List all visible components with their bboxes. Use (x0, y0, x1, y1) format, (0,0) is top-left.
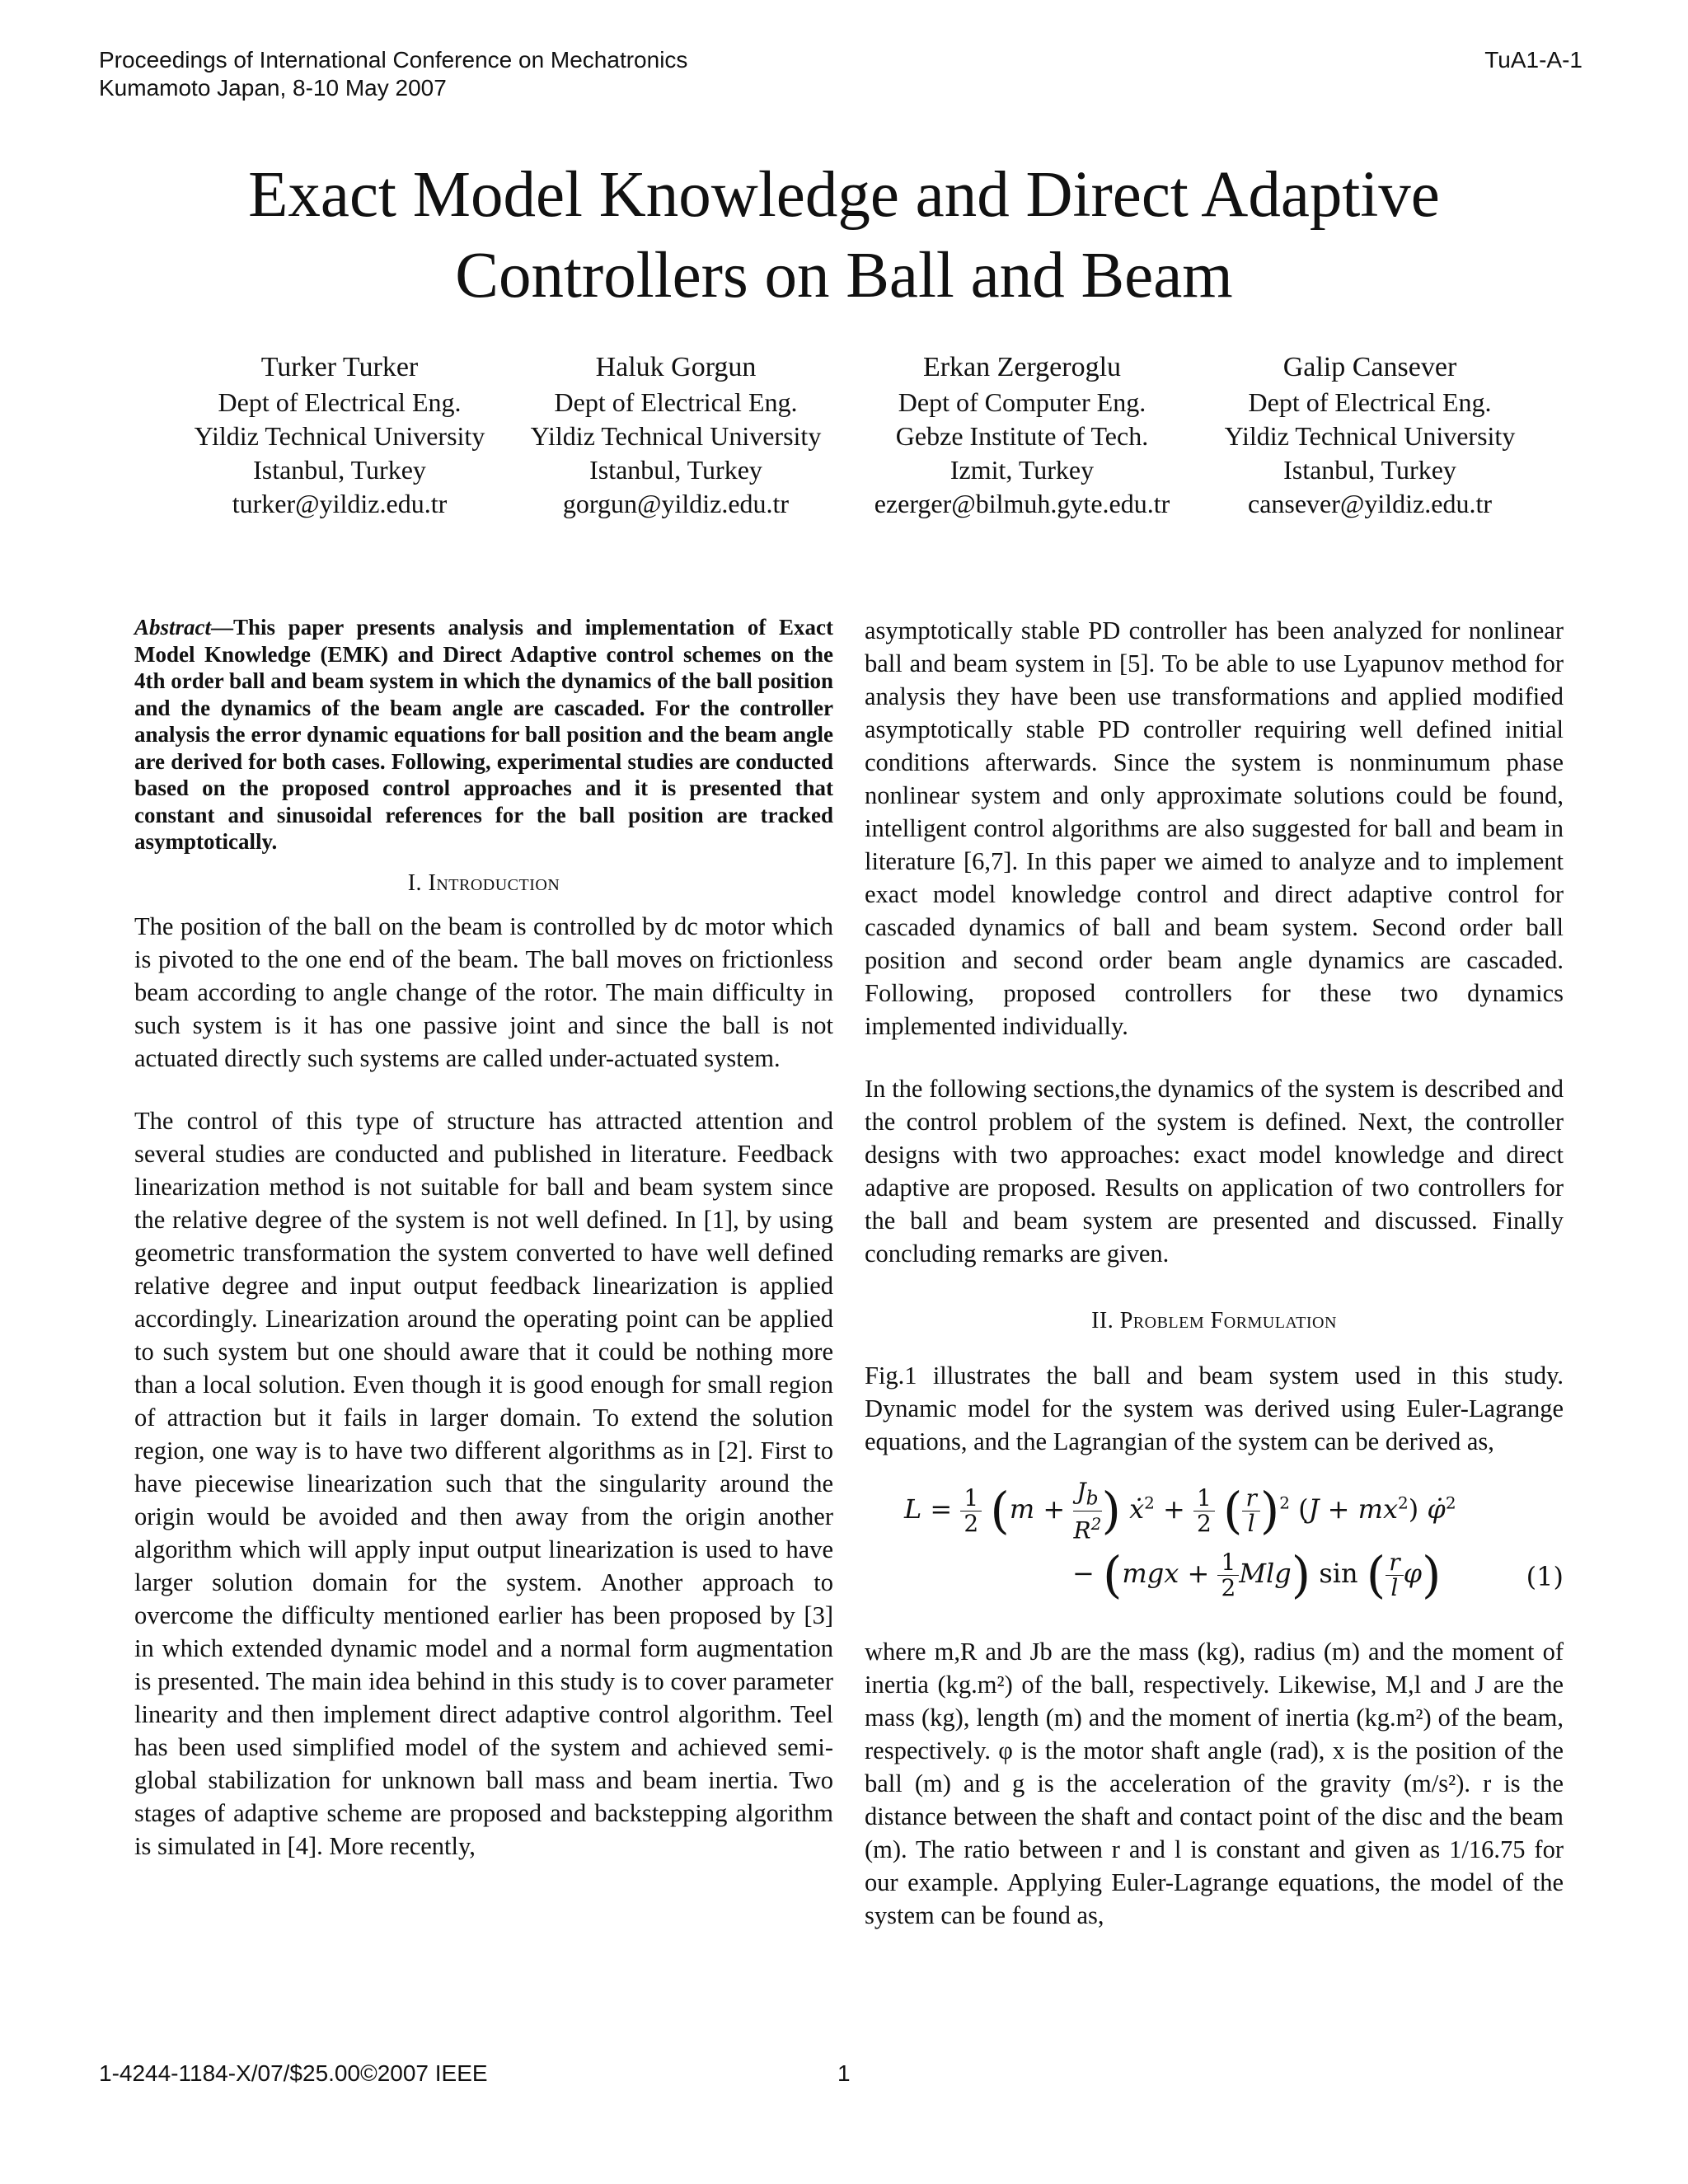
author-institution: Gebze Institute of Tech. (895, 421, 1149, 451)
left-column (134, 614, 833, 1863)
section-title: Introduction (428, 869, 560, 896)
equation-line-1: L = $\frac{1}{2}$ (m + $\frac{J_b}{R^2}$ ) ẋ$^2$ + $\frac{1}{2}$ ( $\frac{r}{l}$ )$^2$ $(J + mx^2)$ φ̇$^2$ (904, 1478, 1456, 1544)
paper-title (99, 155, 1589, 316)
section-heading-problem-formulation (865, 1305, 1564, 1338)
author-dept: Dept of Electrical Eng. (1248, 387, 1492, 417)
intro-paragraph-1: The position of the ball on the beam is controlled by dc motor which is pivoted to the one end of the beam. The ball moves on frictionless beam according to angle change of the rotor. The main difficulty in such system is it has one passive joint and since the ball is not actuated directly such systems are called under-actuated system. (134, 912, 833, 1072)
author-city: Istanbul, Turkey (589, 455, 762, 485)
author-dept: Dept of Electrical Eng. (554, 387, 798, 417)
author-email: ezerger@bilmuh.gyte.edu.tr (874, 489, 1170, 518)
title-line-2: Controllers on Ball and Beam (455, 240, 1233, 312)
title-line-1: Exact Model Knowledge and Direct Adaptive (248, 159, 1440, 231)
right-column (865, 614, 1564, 1932)
author-2 (495, 349, 857, 521)
page-number: 1 (837, 2060, 851, 2086)
author-name: Erkan Zergeroglu (922, 352, 1122, 382)
equation-line-2: − (mgx + $\frac{1}{2}$ Mlg) sin ( $\frac{r}{l}$ φ) (1072, 1546, 1442, 1605)
session-code: TuA1-A-1 (1484, 47, 1582, 73)
intro-paragraph-3: asymptotically stable PD controller has been analyzed for nonlinear ball and beam system in [5]. To be able to use Lyapunov method for analysis they have been use transformations and applied modified asymptotically stable PD controller requiring well defined initial conditions afterwards. Since the system is nonminumum phase nonlinear system and only approximate solutions could be found, intelligent control algorithms are also suggested for ball and beam in literature [6,7]. In this paper we aimed to analyze and to implement exact model knowledge control and direct adaptive control for cascaded dynamics of ball and beam system. Second order ball position and second order beam angle dynamics are cascaded. Following, proposed controllers for these two dynamics implemented individually. (865, 616, 1564, 1040)
author-email: gorgun@yildiz.edu.tr (562, 489, 790, 518)
author-city: Istanbul, Turkey (1283, 455, 1456, 485)
abstract-text: —This paper presents analysis and implementation of Exact Model Knowledge (EMK) and Direct Adaptive control schemes on the 4th order ball and beam system in which the dynamics of the ball position and the dynamics of the beam angle are cascaded. For the controller analysis the error dynamic equations for ball position and the beam angle are derived for both cases. Following, experimental studies are conducted based on the proposed control approaches and it is presented that constant and sinusoidal references for the ball position are tracked asymptotically. (134, 615, 833, 854)
intro-paragraph-2: The control of this type of structure has attracted attention and several studies are conducted and published in literature. Feedback linearization method is not suitable for ball and beam system since the relative degree of the system is not well defined. In [1], by using geometric transformation the system converted to have well defined relative degree and input output feedback linearization is applied accordingly. Linearization around the operating point can be applied to such system but one should aware that it could be nothing more than a local solution. Even though it is good enough for small region of attraction but it fails in larger domain. To extend the solution region, one way is to have two different algorithms as in [2]. First to have piecewise linearization such that the singularity around the origin would be avoided and then away from the origin another algorithm which will apply input output linearization is used to have larger solution domain for the system. Another approach to overcome the difficulty mentioned earlier has been proposed by [3] in which extended dynamic model and a normal form augmentation is presented. The main idea behind in this study is to cover parameter linearity and then implement direct adaptive control algorithm. Teel has been used simplified model of the system and achieved semi-global stabilization for unknown ball mass and beam inertia. Two stages of adaptive scheme are proposed and backstepping algorithm is simulated in [4]. More recently, (134, 1106, 833, 1860)
abstract (134, 614, 833, 855)
author-city: Izmit, Turkey (950, 455, 1095, 485)
author-dept: Dept of Electrical Eng. (218, 387, 462, 417)
problem-formulation-paragraph-1: Fig.1 illustrates the ball and beam system used in this study. Dynamic model for the system was derived using Euler-Lagrange equations, and the Lagrangian of the system can be derived as, (865, 1361, 1564, 1455)
section-heading-introduction (134, 867, 833, 900)
equation-number: (1) (1526, 1561, 1564, 1592)
author-name: Galip Cansever (1282, 352, 1457, 382)
equation-1 (865, 1469, 1564, 1630)
author-name: Turker Turker (260, 352, 419, 382)
section-numeral: I. (407, 869, 429, 896)
author-institution: Yildiz Technical University (530, 421, 822, 451)
author-institution: Yildiz Technical University (1224, 421, 1516, 451)
author-institution: Yildiz Technical University (194, 421, 485, 451)
author-dept: Dept of Computer Eng. (898, 387, 1146, 417)
section-numeral: II. (1091, 1308, 1120, 1333)
author-email: cansever@yildiz.edu.tr (1247, 489, 1492, 518)
abstract-label: Abstract (134, 615, 212, 640)
author-4 (1189, 349, 1551, 521)
author-city: Istanbul, Turkey (253, 455, 426, 485)
section-title: Problem Formulation (1119, 1308, 1337, 1333)
author-3 (841, 349, 1203, 521)
author-email: turker@yildiz.edu.tr (232, 489, 448, 518)
intro-paragraph-4: In the following sections,the dynamics of the system is described and the control problem of the system is defined. Next, the controller designs with two approaches: exact model knowledge and direct adaptive are proposed. Results on application of two controllers for the ball and beam system are presented and discussed. Finally concluding remarks are given. (865, 1075, 1564, 1268)
location-line: Kumamoto Japan, 8-10 May 2007 (99, 75, 447, 101)
author-1 (158, 349, 521, 521)
copyright-footer: 1-4244-1184-X/07/$25.00©2007 IEEE (99, 2060, 488, 2086)
problem-formulation-paragraph-2: where m,R and Jb are the mass (kg), radius (m) and the moment of inertia (kg.m²) of the ball, respectively. Likewise, M,l and J are the mass (kg), length (m) and the moment of inertia (kg.m²) of the beam, respectively. φ is the motor shaft angle (rad), x is the position of the ball (m) and g is the acceleration of the gravity (m/s²). r is the distance between the shaft and contact point of the disc and the beam (m). The ratio between r and l is constant and given as 1/16.75 for our example. Applying Euler-Lagrange equations, the model of the system can be found as, (865, 1638, 1564, 1929)
proceedings-line: Proceedings of International Conference on Mechatronics (99, 47, 688, 73)
running-header (99, 46, 687, 102)
author-name: Haluk Gorgun (595, 352, 757, 382)
